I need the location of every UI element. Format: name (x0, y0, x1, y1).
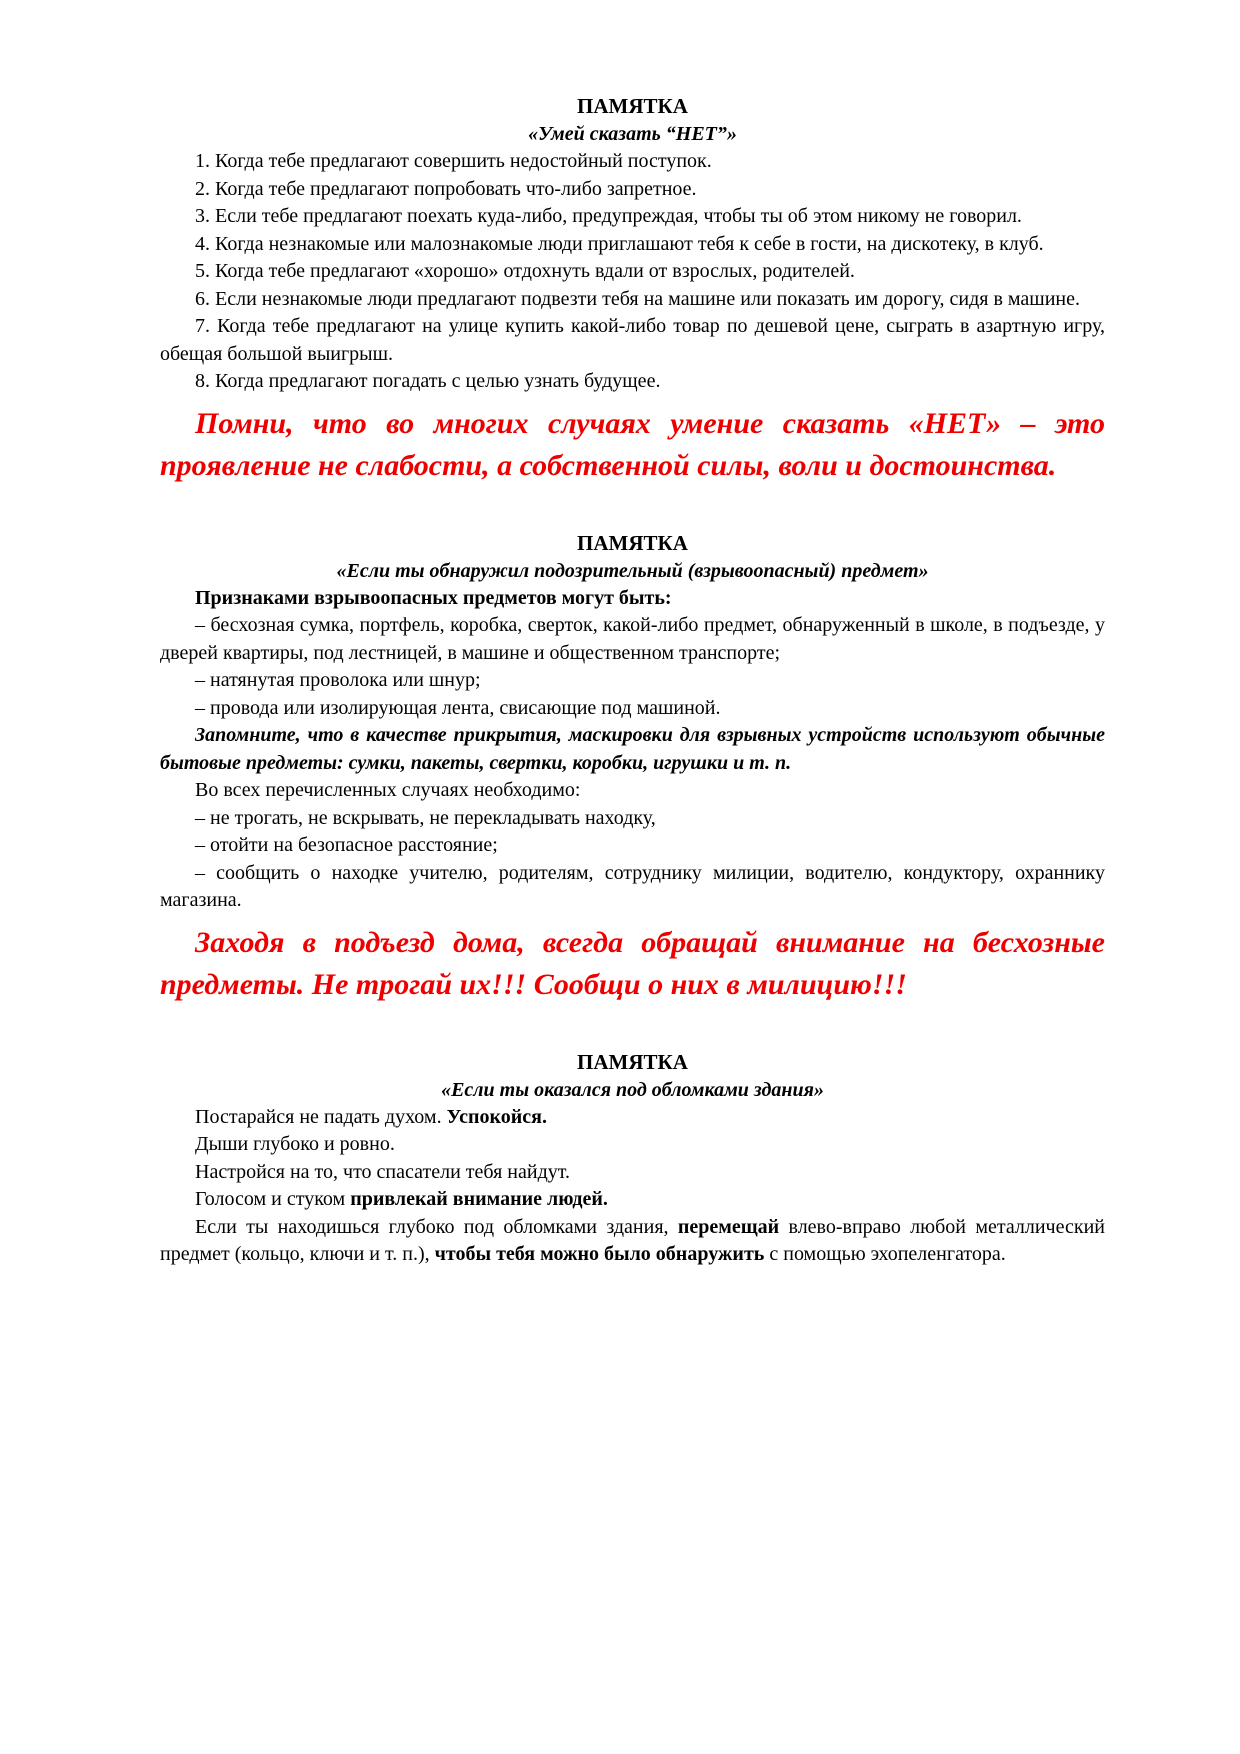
memo-title: ПАМЯТКА (577, 530, 688, 555)
text-run: 3. Если тебе предлагают поехать куда-либо, предупреждая, чтобы ты об этом никому не говорил. (195, 205, 1022, 227)
paragraph (160, 203, 1105, 231)
memo-section (160, 1048, 1105, 1269)
paragraph (160, 832, 1105, 860)
paragraph (160, 313, 1105, 368)
text-run: 4. Когда незнакомые или малознакомые люди приглашают тебя к себе в гости, на дискотеку, в клуб. (195, 232, 1044, 255)
paragraph (160, 1131, 1105, 1159)
text-run: – натянутая проволока или шнур; (195, 669, 481, 691)
paragraph (160, 368, 1105, 396)
text-run: Постарайся не падать духом. (195, 1105, 447, 1128)
paragraph (160, 1159, 1105, 1187)
paragraph (160, 585, 1105, 613)
text-run: 2. Когда тебе предлагают попробовать что-либо запретное. (195, 177, 697, 200)
text-run: Во всех перечисленных случаях необходимо: (195, 779, 581, 801)
paragraph (160, 860, 1105, 915)
text-run: 1. Когда тебе предлагают совершить недостойный поступок. (195, 150, 712, 172)
paragraph (160, 612, 1105, 667)
document-body (160, 92, 1105, 1269)
memo-subtitle: «Если ты оказался под обломками здания» (441, 1078, 824, 1101)
text-run: 6. Если незнакомые люди предлагают подвезти тебя на машине или показать им дорогу, сидя в машине. (195, 287, 1080, 310)
highlight-paragraph (160, 922, 1105, 1006)
text-run: чтобы тебя можно было обнаружить (434, 1243, 765, 1265)
paragraph (160, 695, 1105, 723)
paragraph (160, 777, 1105, 805)
paragraph (160, 286, 1105, 314)
text-run: Заходя в подъезд дома, всегда обращай внимание на бесхозные предметы. Не трогай их!!! Сообщи о них в милицию!!! (160, 925, 1105, 1001)
paragraph (160, 722, 1105, 777)
text-run: – не трогать, не вскрывать, не перекладывать находку, (195, 806, 656, 829)
memo-title: ПАМЯТКА (577, 94, 688, 118)
paragraph (160, 258, 1105, 286)
text-run: 8. Когда предлагают погадать с целью узнать будущее. (195, 370, 661, 392)
paragraph (160, 1104, 1105, 1132)
text-run: с помощью эхопеленгатора. (764, 1243, 1006, 1265)
memo-section (160, 92, 1105, 487)
memo-subtitle: «Умей сказать “НЕТ”» (528, 123, 737, 145)
text-run: – провода или изолирующая лента, свисающие под машиной. (195, 696, 721, 719)
memo-title: ПАМЯТКА (577, 1049, 688, 1074)
text-run: Признаками взрывоопасных предметов могут быть: (195, 586, 672, 609)
paragraph (160, 667, 1105, 695)
text-run: привлекай внимание людей. (350, 1188, 608, 1210)
highlight-paragraph (160, 403, 1105, 487)
memo-section (160, 529, 1105, 1006)
memo-subtitle: «Если ты обнаружил подозрительный (взрывоопасный) предмет» (336, 559, 929, 582)
text-run: Настройся на то, что спасатели тебя найдут. (195, 1160, 570, 1183)
paragraph (160, 148, 1105, 176)
text-run: – отойти на безопасное расстояние; (195, 834, 498, 856)
text-run: Запомните, что в качестве прикрытия, маскировки для взрывных устройств используют обычные бытовые предметы: сумки, пакеты, свертки, коробки, игрушки и т. п. (160, 724, 1105, 774)
text-run: Голосом и стуком (195, 1188, 351, 1210)
text-run: – бесхозная сумка, портфель, коробка, сверток, какой-либо предмет, обнаруженный в школе, в подъезде, у дверей квартиры, под лестницей, в машине и общественном транспорте; (160, 614, 1105, 664)
text-run: перемещай (677, 1215, 780, 1238)
text-run: 5. Когда тебе предлагают «хорошо» отдохнуть вдали от взрослых, родителей. (195, 260, 855, 282)
text-run: Успокойся. (446, 1105, 547, 1128)
paragraph (160, 805, 1105, 833)
text-run: – сообщить о находке учителю, родителям, сотруднику милиции, водителю, кондуктору, охраннику магазина. (160, 861, 1105, 911)
paragraph (160, 231, 1105, 259)
text-run: 7. Когда тебе предлагают на улице купить какой-либо товар по дешевой цене, сыграть в азартную игру, обещая большой выигрыш. (160, 315, 1105, 365)
text-run: Если ты находишься глубоко под обломками здания, (195, 1215, 678, 1238)
text-run: влево-вправо любой металлический предмет (кольцо, ключи и т. п.), (160, 1215, 1105, 1265)
text-run: Помни, что во многих случаях умение сказать «НЕТ» – это проявление не слабости, а собственной силы, воли и достоинства. (160, 406, 1105, 482)
text-run: Дыши глубоко и ровно. (195, 1133, 395, 1155)
paragraph (160, 1186, 1105, 1214)
paragraph (160, 1214, 1105, 1269)
paragraph (160, 176, 1105, 204)
